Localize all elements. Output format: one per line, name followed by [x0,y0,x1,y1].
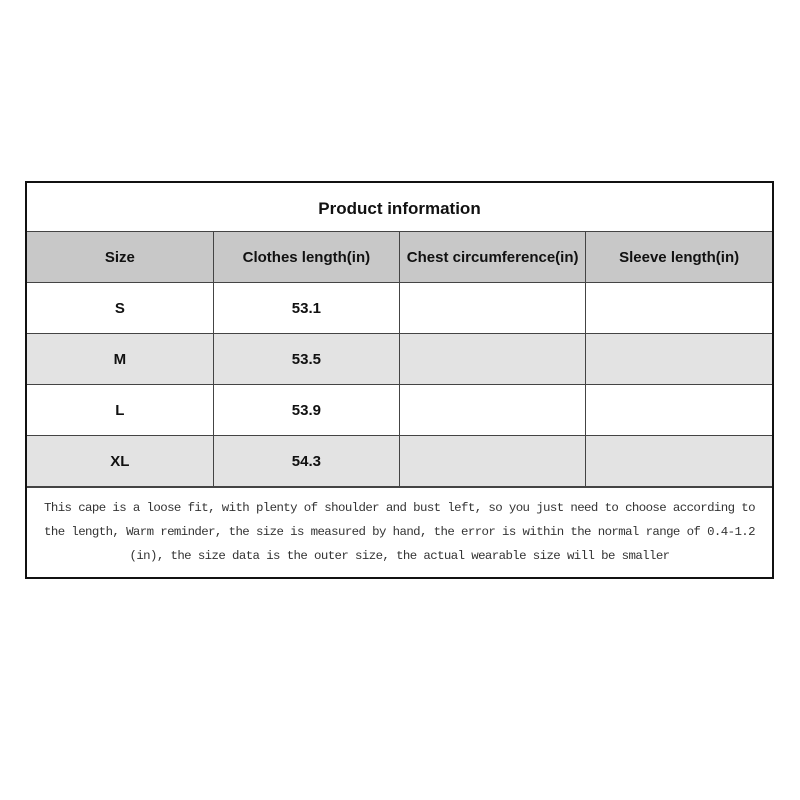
size-table [27,231,772,487]
cell-sleeve [586,436,772,487]
table-row [27,283,772,334]
cell-sleeve [586,385,772,436]
cell-clothes-length: 53.5 [213,334,399,385]
cell-clothes-length: 53.9 [213,385,399,436]
header-row [27,232,772,283]
cell-clothes-length: 53.1 [213,283,399,334]
header-size: Size [27,232,213,283]
cell-sleeve [586,334,772,385]
header-clothes-length: Clothes length(in) [213,232,399,283]
cell-size: M [27,334,213,385]
size-note: This cape is a loose fit, with plenty of shoulder and bust left, so you just need to choose according to the length, Warm reminder, the size is measured by hand, the error is within the normal range of 0.4-1.2 (in), the size data is the outer size, the actual wearable size will be smaller [27,487,772,577]
cell-size: XL [27,436,213,487]
cell-chest [400,436,586,487]
table-row [27,436,772,487]
cell-chest [400,283,586,334]
cell-chest [400,385,586,436]
cell-clothes-length: 54.3 [213,436,399,487]
cell-sleeve [586,283,772,334]
table-row [27,334,772,385]
header-chest-circumference: Chest circumference(in) [400,232,586,283]
cell-size: L [27,385,213,436]
cell-size: S [27,283,213,334]
table-title: Product information [318,199,481,218]
cell-chest [400,334,586,385]
header-sleeve-length: Sleeve length(in) [586,232,772,283]
table-row [27,385,772,436]
product-info-sheet [25,181,774,579]
